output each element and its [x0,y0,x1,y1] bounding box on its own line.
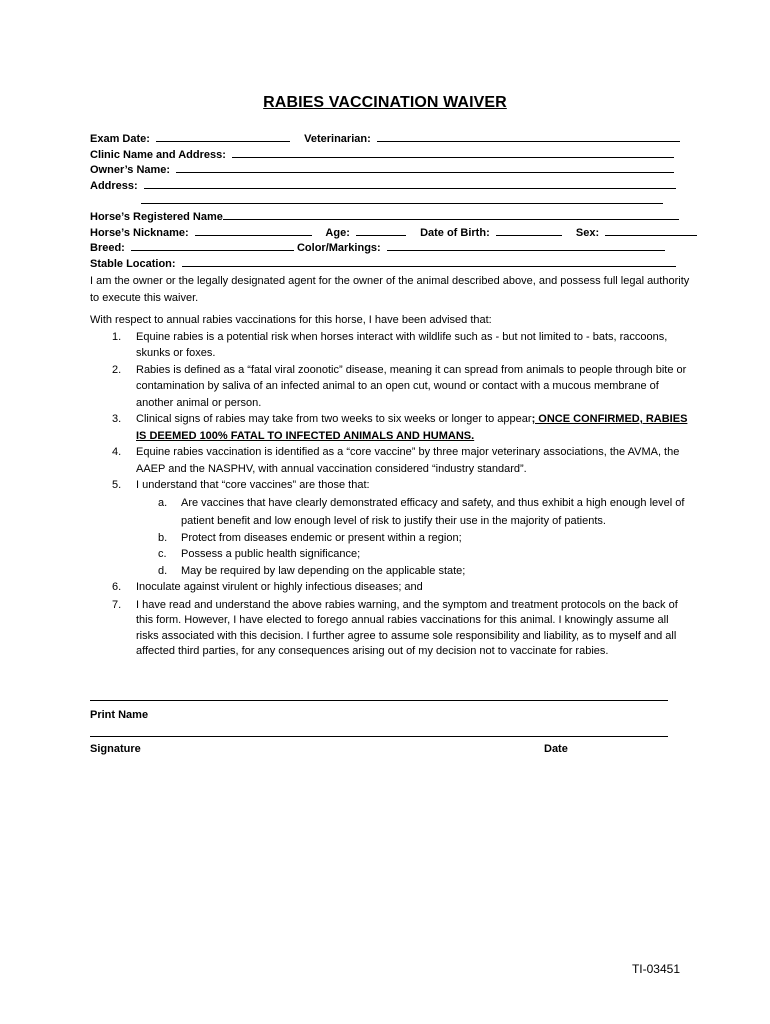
sub-list-item: c. Possess a public health significance; [158,548,361,560]
owner-field[interactable] [176,162,674,173]
print-name-label: Print Name [90,709,149,721]
list-item: 3. Clinical signs of rabies may take from two weeks to six weeks or longer to appear; ONCE CONFIRMED, RABIES IS DEEMED 100% FATAL TO INFECTED ANIMALS AND HUMANS. [112,413,688,442]
info-fields [90,131,690,271]
veterinarian-field[interactable] [377,131,680,142]
list-item: 1. Equine rabies is a potential risk when horses interact with wildlife such as - but not limited to - bats, raccoons, skunks or foxes. [112,330,668,359]
field-row-exam [90,131,690,147]
date-label: Date [544,743,568,755]
owner-label: Owner’s Name: [90,164,171,177]
signature-line[interactable] [90,726,668,737]
core-vaccine-sublist [136,494,690,580]
address-field[interactable] [144,178,676,189]
signature-label-row [90,741,670,758]
veterinarian-label: Veterinarian: [304,133,371,145]
breed-label: Breed: [90,242,125,255]
field-row-address-2 [90,193,690,209]
color-field[interactable] [387,240,665,251]
address-field-2[interactable] [141,193,663,204]
sub-list-item: a. Are vaccines that have clearly demonstrated efficacy and safety, and thus exhibit a high enough level of patient benefit and low enough level of risk to justify their use in the majority of patients. [158,496,685,527]
breed-field[interactable] [131,240,294,251]
list-item: 2. Rabies is defined as a “fatal viral zoonotic” disease, meaning it can spread from animals to people through bite or contamination by saliva of an infected animal to an open cut, wound or contact with a mucous membrane of another animal or person. [112,363,687,409]
age-field[interactable] [356,225,406,236]
exam-date-field[interactable] [156,131,290,142]
dob-field[interactable] [496,225,562,236]
field-row-owner [90,162,690,178]
color-label: Color/Markings: [296,242,381,255]
stable-field[interactable] [182,256,676,267]
field-row-clinic [90,147,690,163]
list-item: 5. I understand that “core vaccines” are those that: a. Are vaccines that have clearly demonstrated efficacy and safety, and thus exhibit a high enough level of patient benefit and low enough level of risk to justify their use in the majority of patients. b. Protect from diseases endemic or present within a region; c. Possess a public health significance; d. May be required by law depending on the applicable state; [90,477,690,579]
registered-name-label: Horse’s Registered Name [90,210,223,223]
dob-label: Date of Birth: [420,226,490,239]
list-item: 7. I have read and understand the above rabies warning, and the symptom and treatment protocols on the back of this form. However, I have elected to forego annual rabies vaccinations for this animal. I knowingly assume all risks associated with this decision. I further agree to assume sole responsibility and liability, as to myself and all affected third parties, for any consequences arising out of my decision not to vaccinate for rabies. [112,598,678,657]
clinic-field[interactable] [232,147,674,158]
field-row-nickname [90,225,690,241]
field-row-stable [90,256,690,272]
nickname-field[interactable] [195,225,312,236]
sub-list-item: b. Protect from diseases endemic or present within a region; [158,531,462,544]
list-item: 4. Equine rabies vaccination is identified as a “core vaccine” by three major veterinary associations, the AVMA, the AAEP and the NASPHV, with annual vaccination considered “industry standard”. [112,446,680,475]
page-title: RABIES VACCINATION WAIVER [263,94,507,111]
registered-name-field[interactable] [223,209,679,220]
nickname-label: Horse’s Nickname: [90,226,189,239]
list-item: 6. Inoculate against virulent or highly infectious diseases; and [112,581,423,593]
sex-field[interactable] [605,225,697,236]
advised-paragraph: With respect to annual rabies vaccinations for this horse, I have been advised that: [90,314,492,326]
exam-date-label: Exam Date: [90,133,150,145]
advisory-list [90,329,690,660]
waiver-body [90,273,690,660]
sub-list-item: d. May be required by law depending on the applicable state; [158,564,466,577]
address-label: Address: [90,179,138,192]
field-row-address [90,178,690,194]
field-row-breed [90,240,690,256]
form-id: TI-03451 [631,962,680,976]
print-name-line[interactable] [90,690,668,701]
stable-label: Stable Location: [90,257,176,270]
age-label: Age: [325,226,350,239]
fatal-warning: ; ONCE CONFIRMED, RABIES IS DEEMED 100% FATAL TO INFECTED ANIMALS AND HUMANS. [136,413,688,442]
signature-label: Signature [90,743,141,755]
signature-block [90,690,670,758]
intro-paragraph: I am the owner or the legally designated agent for the owner of the animal described above, and possess full legal authority to execute this waiver. [90,275,690,304]
field-row-registered [90,209,690,225]
clinic-label: Clinic Name and Address: [90,148,226,161]
sex-label: Sex: [575,226,600,239]
